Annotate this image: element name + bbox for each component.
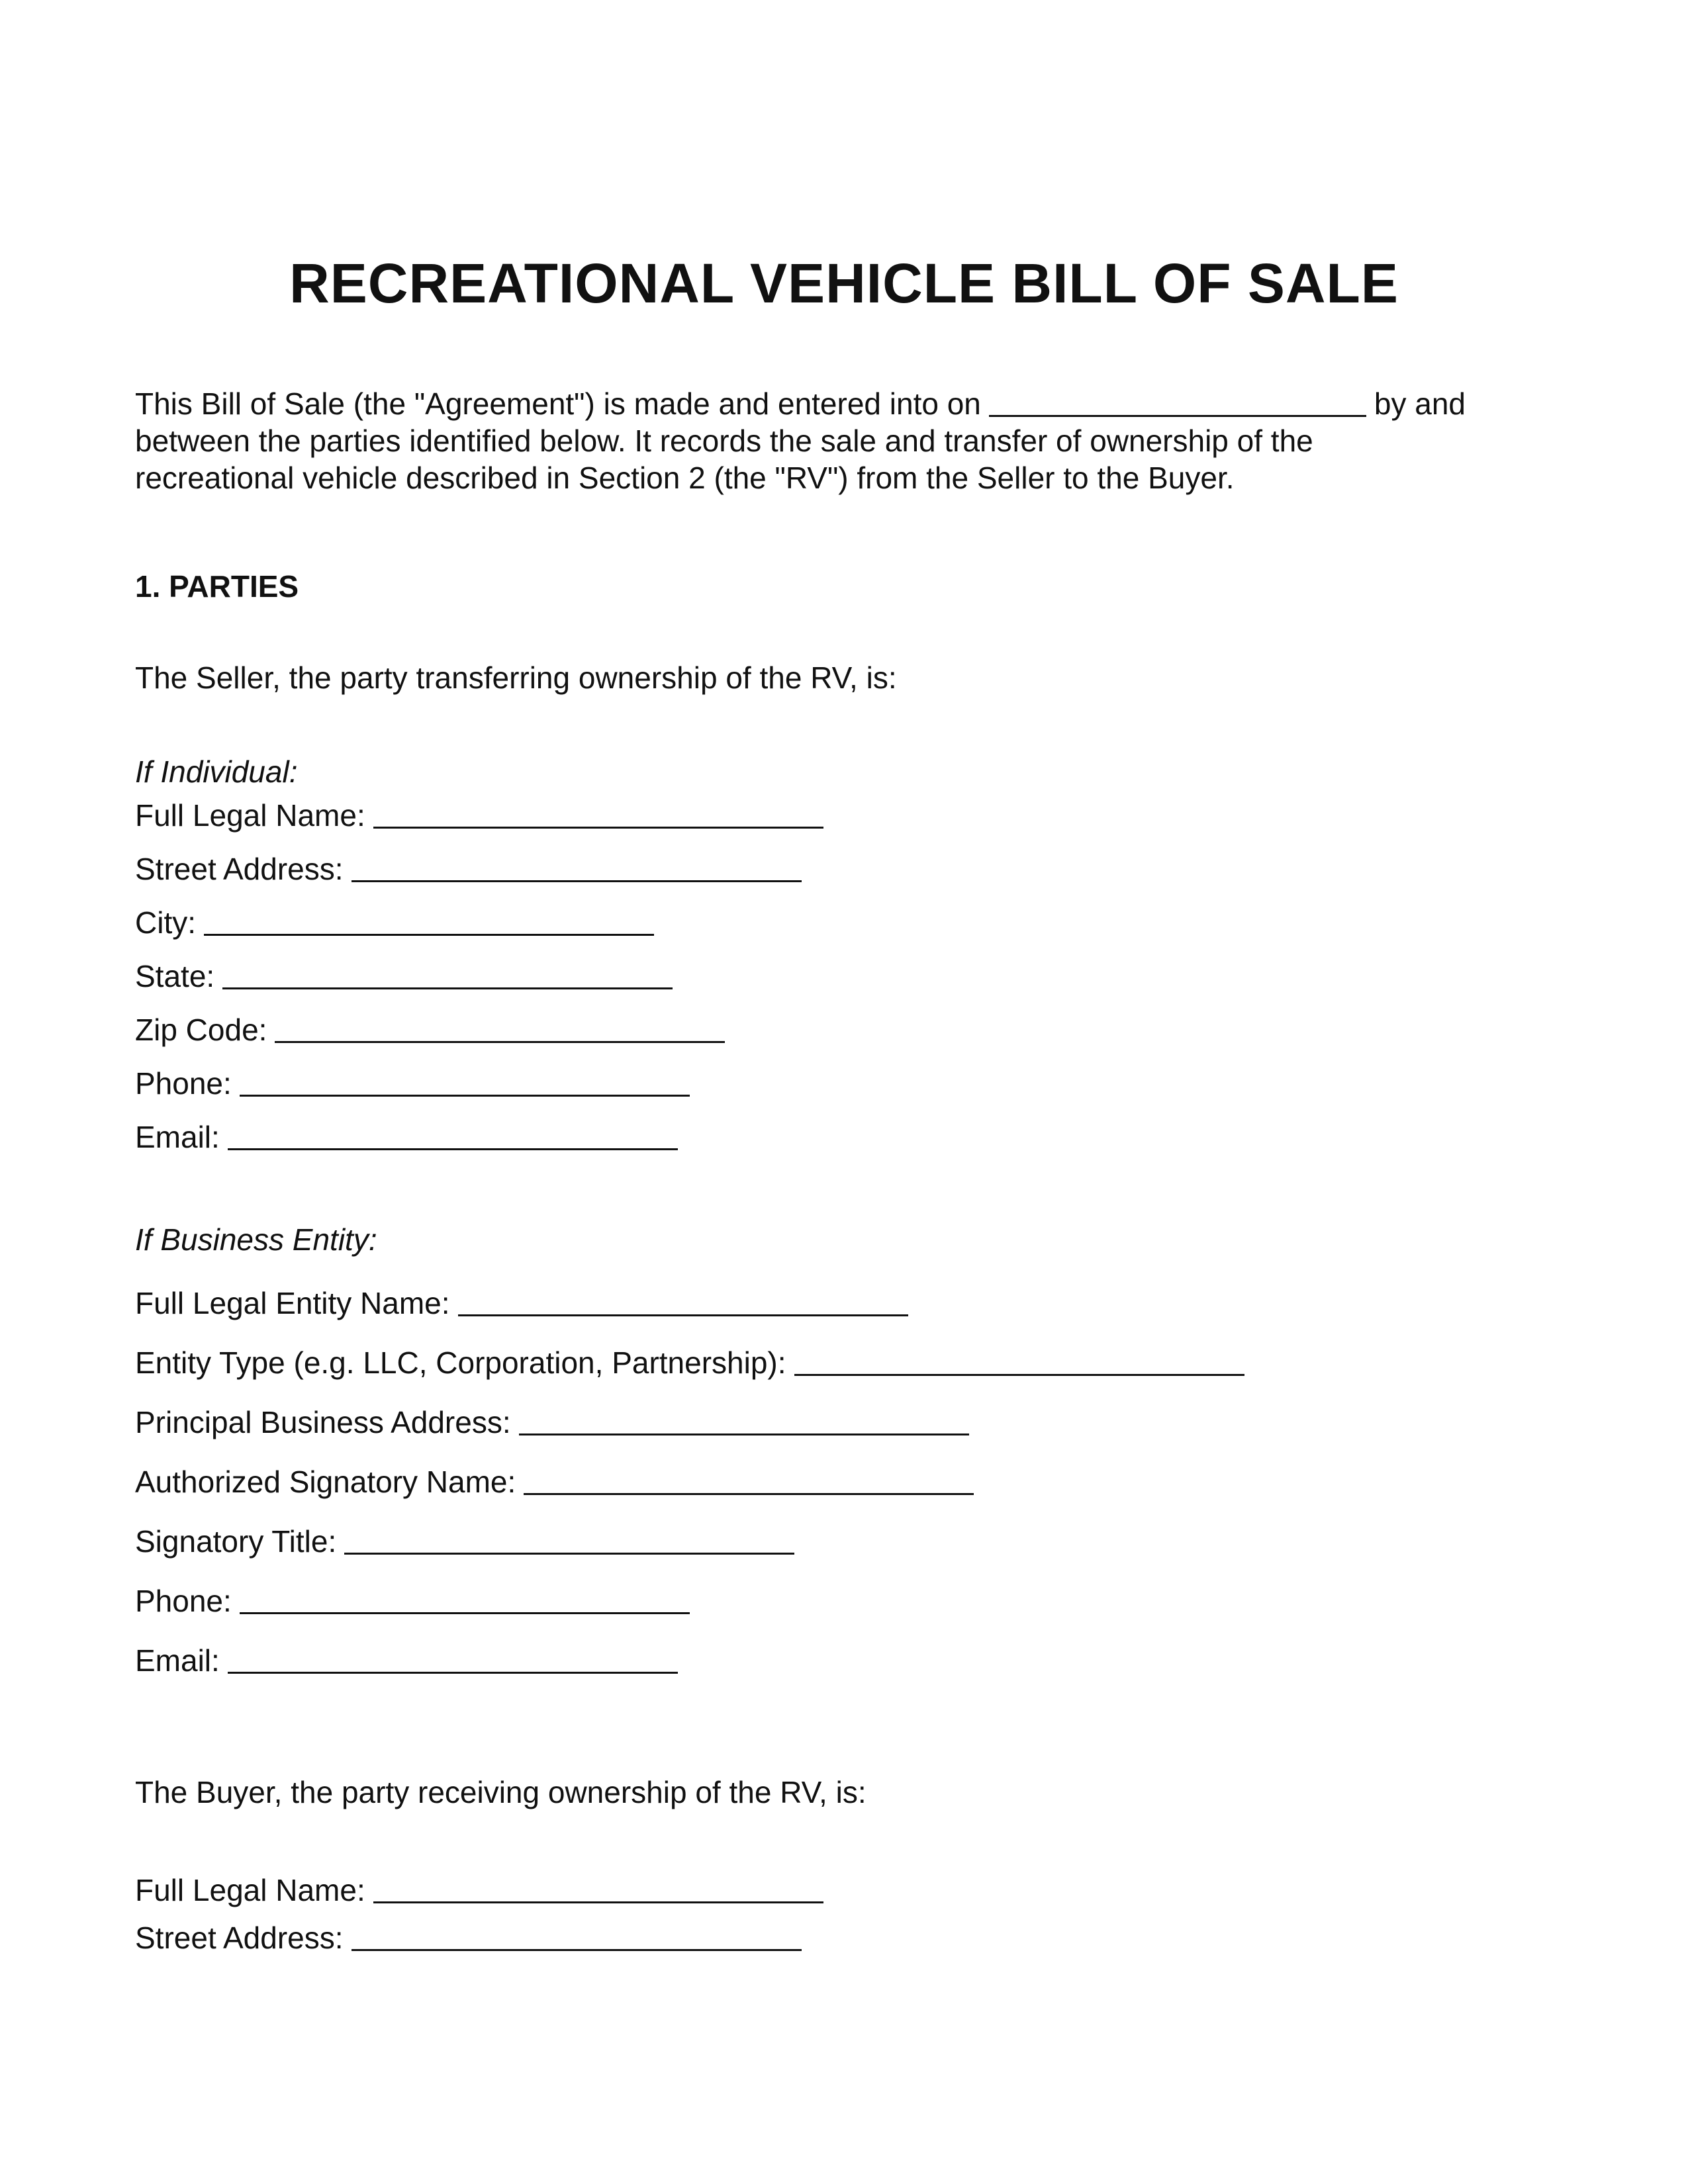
intro-line-3: recreational vehicle described in Section 2 (the "RV") from the Seller to the Buyer. bbox=[135, 461, 1235, 495]
document-title: RECREATIONAL VEHICLE BILL OF SALE bbox=[289, 252, 1399, 314]
entity-email-row bbox=[135, 1642, 678, 1679]
field-label: Full Legal Name: bbox=[135, 798, 365, 833]
entity-full-legal-name-row bbox=[135, 1285, 908, 1322]
business-entity-subheading: If Business Entity: bbox=[135, 1222, 377, 1257]
field-label: Signatory Title: bbox=[135, 1524, 337, 1559]
seller-email-field[interactable] bbox=[228, 1148, 678, 1150]
buyer-full-legal-name-row bbox=[135, 1872, 823, 1909]
seller-city-field[interactable] bbox=[204, 933, 654, 936]
seller-full-legal-name-row bbox=[135, 797, 823, 834]
section-1-heading: 1. PARTIES bbox=[135, 569, 299, 604]
entity-type-field[interactable] bbox=[794, 1373, 1244, 1376]
buyer-full-legal-name-field[interactable] bbox=[373, 1901, 823, 1903]
seller-street-address-field[interactable] bbox=[352, 880, 802, 882]
field-label: Full Legal Entity Name: bbox=[135, 1286, 450, 1320]
seller-intro: The Seller, the party transferring ownership of the RV, is: bbox=[135, 660, 897, 695]
seller-zip-code-row bbox=[135, 1011, 725, 1048]
field-label: Phone: bbox=[135, 1066, 232, 1101]
field-label: Phone: bbox=[135, 1584, 232, 1618]
field-label: Zip Code: bbox=[135, 1013, 267, 1047]
intro-text-after-date: by and bbox=[1374, 387, 1466, 421]
authorized-signatory-name-row bbox=[135, 1463, 974, 1500]
field-label: City: bbox=[135, 905, 196, 940]
field-label: State: bbox=[135, 959, 215, 993]
signatory-title-field[interactable] bbox=[344, 1552, 794, 1555]
seller-full-legal-name-field[interactable] bbox=[373, 826, 823, 829]
individual-subheading: If Individual: bbox=[135, 754, 298, 789]
entity-full-legal-name-field[interactable] bbox=[458, 1314, 908, 1316]
seller-email-row bbox=[135, 1118, 678, 1156]
seller-state-field[interactable] bbox=[222, 987, 673, 989]
authorized-signatory-name-field[interactable] bbox=[524, 1492, 974, 1495]
field-label: Street Address: bbox=[135, 1921, 344, 1955]
field-label: Email: bbox=[135, 1120, 220, 1154]
seller-phone-field[interactable] bbox=[240, 1094, 690, 1097]
field-label: Entity Type (e.g. LLC, Corporation, Partnership): bbox=[135, 1345, 786, 1380]
seller-zip-code-field[interactable] bbox=[275, 1040, 725, 1043]
principal-business-address-row bbox=[135, 1404, 969, 1441]
agreement-date-field[interactable] bbox=[989, 414, 1366, 417]
buyer-street-address-field[interactable] bbox=[352, 1948, 802, 1951]
field-label: Email: bbox=[135, 1643, 220, 1678]
field-label: Full Legal Name: bbox=[135, 1873, 365, 1907]
signatory-title-row bbox=[135, 1523, 794, 1560]
field-label: Authorized Signatory Name: bbox=[135, 1465, 516, 1499]
entity-email-field[interactable] bbox=[228, 1671, 678, 1674]
intro-text-before-date: This Bill of Sale (the "Agreement") is made and entered into on bbox=[135, 387, 981, 421]
seller-street-address-row bbox=[135, 850, 802, 887]
buyer-intro: The Buyer, the party receiving ownership of the RV, is: bbox=[135, 1775, 867, 1809]
intro-paragraph bbox=[135, 385, 1571, 496]
principal-business-address-field[interactable] bbox=[519, 1433, 969, 1435]
field-label: Street Address: bbox=[135, 852, 344, 886]
entity-phone-row bbox=[135, 1582, 690, 1619]
seller-state-row bbox=[135, 958, 673, 995]
intro-line-1 bbox=[135, 385, 1571, 422]
seller-city-row bbox=[135, 904, 654, 941]
intro-line-2: between the parties identified below. It records the sale and transfer of ownership of the bbox=[135, 424, 1313, 458]
entity-type-row bbox=[135, 1344, 1244, 1381]
field-label: Principal Business Address: bbox=[135, 1405, 511, 1439]
entity-phone-field[interactable] bbox=[240, 1612, 690, 1614]
seller-phone-row bbox=[135, 1065, 690, 1102]
buyer-street-address-row bbox=[135, 1919, 802, 1956]
